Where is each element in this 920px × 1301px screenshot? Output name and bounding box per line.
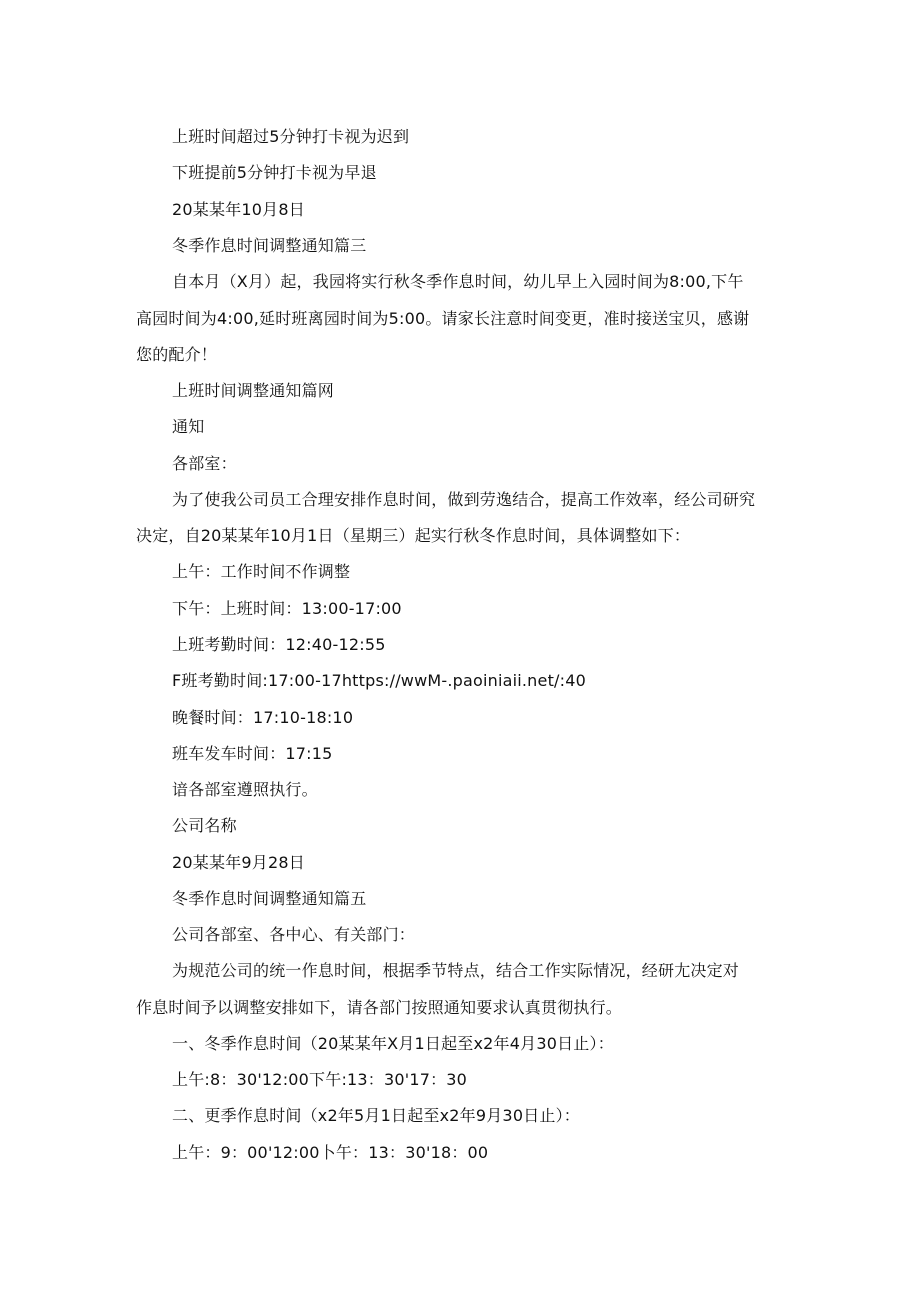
text-line: 决定，自20某某年10月1日（星期三）起实行秋冬作息时间，具体调整如下： [136,526,691,545]
section-heading: 上班时间调整通知篇网 [172,381,335,400]
text-line: 上午：工作时间不作调整 [172,562,351,581]
section-heading: 冬季作息时间调整通知篇五 [172,889,367,908]
text-line: 二、更季作息时间（x2年5月1日起至x2年9月30日止）： [172,1106,580,1125]
text-line: 高园时间为4:00,延时班离园时间为5:00。请家长注意时间变更，准时接送宝贝，感谢 [136,309,750,328]
text-line: 上班考勤时间：12:40-12:55 [172,635,386,654]
text-line: 各部室： [172,454,237,473]
text-line: 班车发车时间：17:15 [172,744,333,763]
text-line: 下班提前5分钟打卡视为早退 [172,163,377,182]
text-line: 上午：9：00'12:00卜午：13：30'18：00 [172,1143,489,1162]
text-line: 作息时间予以调整安排如下，请各部门按照通知要求认真贯彻执行。 [136,998,623,1017]
text-line: 下午：上班时间：13:00-17:00 [172,599,402,618]
text-line: 公司名称 [172,816,237,835]
text-line: 为了使我公司员工合理安排作息时间，做到劳逸结合，提高工作效率，经公司研究 [172,490,756,509]
text-line: 上班时间超过5分钟打卡视为迟到 [172,127,410,146]
text-line: 20某某年10月8日 [172,200,305,219]
text-line: 自本月（X月）起，我园将实行秋冬季作息时间，幼儿早上入园时间为8:00,下午 [172,272,744,291]
section-heading: 冬季作息时间调整通知篇三 [172,236,367,255]
text-line: 晚餐时间：17:10-18:10 [172,708,354,727]
text-line: 您的配介！ [136,345,218,364]
text-line: 一、冬季作息时间（20某某年X月1日起至x2年4月30日止）： [172,1034,614,1053]
text-line: 公司各部室、各中心、有关部门： [172,925,416,944]
text-line: 上午:8：30'12:00下午:13：30'17：30 [172,1070,468,1089]
text-line: 为规范公司的统一作息时间，根据季节特点，结合工作实际情况，经研尢决定对 [172,961,740,980]
text-line: 通知 [172,417,205,436]
text-line: 20某某年9月28日 [172,853,305,872]
text-line: F班考勤时间:17:00-17https://wwM-.paoiniaii.net/:40 [172,671,586,690]
text-line: 谙各部室遵照执行。 [172,780,318,799]
